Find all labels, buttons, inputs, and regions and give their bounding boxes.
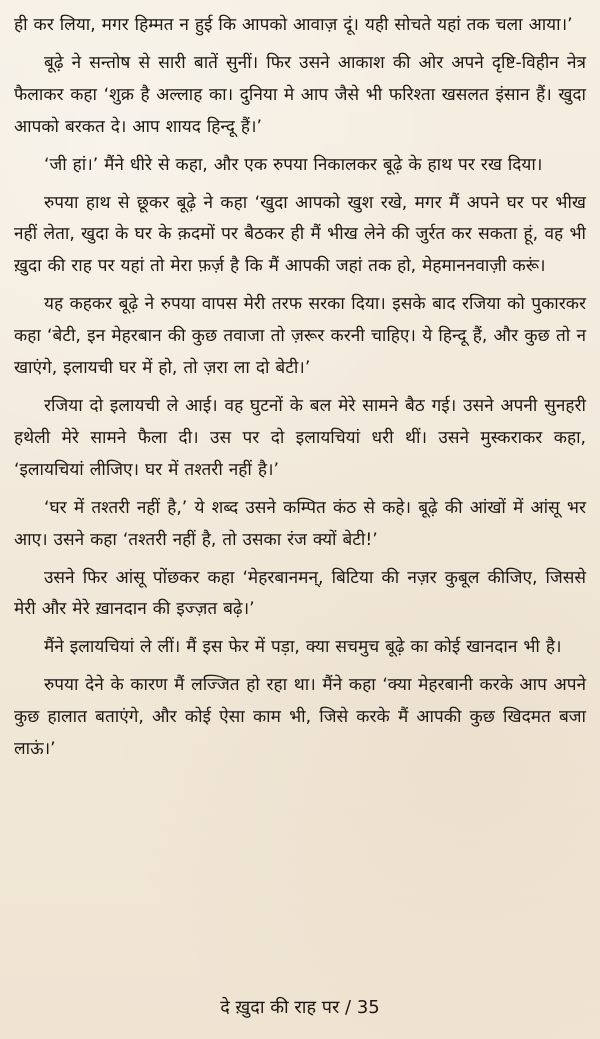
- paragraph-1: ही कर लिया, मगर हिम्मत न हुई कि आपको आवाज़ दूं। यही सोचते यहां तक चला आया।’: [14, 15, 573, 35]
- paragraph-6: रजिया दो इलायची ले आई। वह घुटनों के बल मेरे सामने बैठ गई। उसने अपनी सुनहरी हथेली मेरे सामने फैला दी। उस पर दो इलायचियां धरी थीं। उसने मुस्कराकर कहा, ‘इलायचियां लीजिए। घर में तश्तरी नहीं है।’: [14, 395, 586, 480]
- paragraph-5: यह कहकर बूढ़े ने रुपया वापस मेरी तरफ सरका दिया। इसके बाद रजिया को पुकारकर कहा ‘बेटी, इन मेहरबान की कुछ तवाजा तो ज़रूर करनी चाहिए। ये हिन्दू हैं, और कुछ तो न खाएंगे, इलायची घर में हो, तो ज़रा ला दो बेटी।’: [14, 294, 586, 379]
- paragraph-10: रुपया देने के कारण मैं लज्जित हो रहा था। मैंने कहा ‘क्या मेहरबानी करके आप अपने कुछ हालात बताएंगे, और कोई ऐसा काम भी, जिसे करके मैं आपकी कुछ खिदमत बजा लाऊं।’: [14, 675, 586, 760]
- paragraph-8: उसने फिर आंसू पोंछकर कहा ‘मेहरबानमन्, बिटिया की नज़र कुबूल कीजिए, जिससे मेरी और मेरे ख़ानदान की इज्ज़त बढ़े।’: [14, 567, 586, 620]
- page-footer: दे ख़ुदा की राह पर / 35: [220, 997, 380, 1018]
- paragraph-3: ‘जी हां।’ मैंने धीरे से कहा, और एक रुपया निकालकर बूढ़े के हाथ पर रख दिया।: [44, 154, 543, 175]
- paragraph-7: ‘घर में तश्तरी नहीं है,’ ये शब्द उसने कम्पित कंठ से कहे। बूढ़े की आंखों में आंसू भर आए। उसने कहा ‘तश्तरी नहीं है, तो उसका रंज क्यों बेटी!’: [14, 497, 586, 550]
- paragraph-2: बूढ़े ने सन्तोष से सारी बातें सुनीं। फिर उसने आकाश की ओर अपने दृष्टि-विहीन नेत्र फैलाकर कहा ‘शुक्र है अल्लाह का। दुनिया मे आप जैसे भी फरिश्ता खसलत इंसान हैं। खुदा आपको बरकत दे। आप शायद हिन्दू हैं।’: [14, 52, 586, 137]
- paragraph-4: रुपया हाथ से छूकर बूढ़े ने कहा ‘खुदा आपको खुश रखे, मगर मैं अपने घर पर भीख नहीं लेता, खुदा के घर के क़दमों पर बैठकर ही मैं भीख लेने की जुर्रत कर सकता हूं, वह भी ख़ुदा की राह पर यहां तो मेरा फ़र्ज़ है कि मैं आपकी जहां तक हो, मेहमाननवाज़ी करूं।: [14, 192, 586, 277]
- paragraph-9: मैंने इलायचियां ले लीं। मैं इस फेर में पड़ा, क्या सचमुच बूढ़े का कोई खानदान भी है।: [44, 637, 562, 658]
- page-body: [14, 10, 586, 970]
